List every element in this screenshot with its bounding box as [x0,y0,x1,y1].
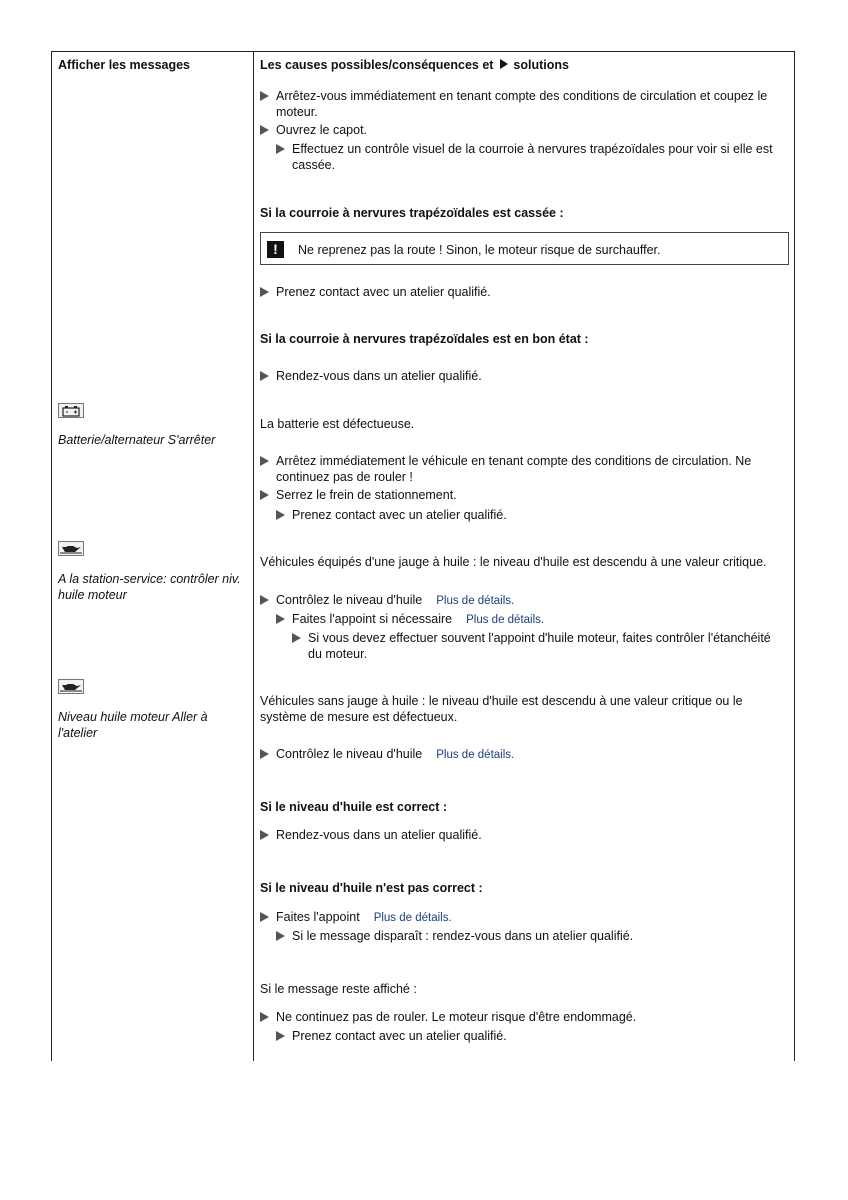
bullet-arrow-icon [260,749,269,759]
section-heading: Si le niveau d'huile n'est pas correct : [260,881,483,895]
section-heading: Si la courroie à nervures trapézoïdales est en bon état : [260,332,589,346]
battery-message-label: Batterie/alternateur S'arrêter [58,433,216,447]
oil-can-icon [58,679,84,694]
list-item: Contrôlez le niveau d'huile Plus de détails. [260,592,788,609]
table-column-divider [253,51,254,1061]
table-left-border [51,51,52,1061]
bullet-arrow-icon [260,490,269,500]
arrow-right-icon [500,59,508,69]
table-right-border [794,51,795,1061]
column-header-causes [260,58,569,72]
warning-box [260,232,789,265]
details-link[interactable]: Plus de détails. [373,912,452,924]
details-link[interactable]: Plus de détails. [436,749,515,761]
details-link[interactable]: Plus de détails. [466,614,545,626]
list-item: Serrez le frein de stationnement. [260,487,788,503]
list-item: Si le message disparaît : rendez-vous dans un atelier qualifié. [276,928,788,944]
list-item: Ne continuez pas de rouler. Le moteur risque d'être endommagé. [260,1009,788,1025]
bullet-arrow-icon [260,456,269,466]
column-header-messages: Afficher les messages [58,58,191,72]
bullet-arrow-icon [276,614,285,624]
bullet-arrow-icon [276,510,285,520]
paragraph: Si le message reste affiché : [260,982,417,996]
paragraph: La batterie est défectueuse. [260,417,415,431]
list-item: Faites l'appoint Plus de détails. [260,909,788,926]
list-item: Prenez contact avec un atelier qualifié. [260,284,788,300]
oil-can-icon-graphic [59,542,83,555]
list-item: Rendez-vous dans un atelier qualifié. [260,827,788,843]
list-item: Prenez contact avec un atelier qualifié. [276,1028,788,1044]
bullet-arrow-icon [260,287,269,297]
oil-level-check-label: A la station-service: contrôler niv. huile moteur [58,572,241,602]
bullet-arrow-icon [260,125,269,135]
section-heading: Si le niveau d'huile est correct : [260,800,448,814]
list-item: Rendez-vous dans un atelier qualifié. [260,368,788,384]
paragraph: Véhicules sans jauge à huile : le niveau d'huile est descendu à une valeur critique ou le système de mesure est défectueux. [260,694,743,724]
list-item: Arrêtez-vous immédiatement en tenant compte des conditions de circulation et coupez le moteur. [260,88,788,120]
table-top-border [51,51,795,52]
battery-icon [58,403,84,418]
list-item: Faites l'appoint si nécessaire Plus de détails. [276,611,788,628]
list-item: Si vous devez effectuer souvent l'appoint d'huile moteur, faites contrôler l'étanchéité du moteur. [292,630,788,662]
list-item: Ouvrez le capot. [260,122,788,138]
bullet-arrow-icon [292,633,301,643]
bullet-arrow-icon [260,912,269,922]
exclamation-icon: ! [267,241,284,258]
section-heading: Si la courroie à nervures trapézoïdales est cassée : [260,206,564,220]
list-item: Prenez contact avec un atelier qualifié. [276,507,788,523]
bullet-arrow-icon [260,91,269,101]
column-header-solutions-text: solutions [513,58,569,72]
oil-level-workshop-label: Niveau huile moteur Aller à l'atelier [58,710,208,740]
list-item: Contrôlez le niveau d'huile Plus de détails. [260,746,788,763]
oil-can-icon [58,541,84,556]
list-item: Effectuez un contrôle visuel de la courroie à nervures trapézoïdales pour voir si elle est cassée. [276,141,788,173]
details-link[interactable]: Plus de détails. [436,595,515,607]
bullet-arrow-icon [260,371,269,381]
bullet-arrow-icon [260,1012,269,1022]
list-item: Arrêtez immédiatement le véhicule en tenant compte des conditions de circulation. Ne continuez pas de rouler ! [260,453,788,485]
warning-text: Ne reprenez pas la route ! Sinon, le moteur risque de surchauffer. [298,243,661,257]
bullet-arrow-icon [276,144,285,154]
bullet-arrow-icon [276,1031,285,1041]
oil-can-icon-graphic [59,680,83,693]
bullet-arrow-icon [260,595,269,605]
bullet-arrow-icon [276,931,285,941]
battery-icon-graphic [59,404,83,417]
bullet-arrow-icon [260,830,269,840]
column-header-causes-text: Les causes possibles/conséquences et [260,58,494,72]
paragraph: Véhicules équipés d'une jauge à huile : le niveau d'huile est descendu à une valeur critique. [260,555,767,569]
